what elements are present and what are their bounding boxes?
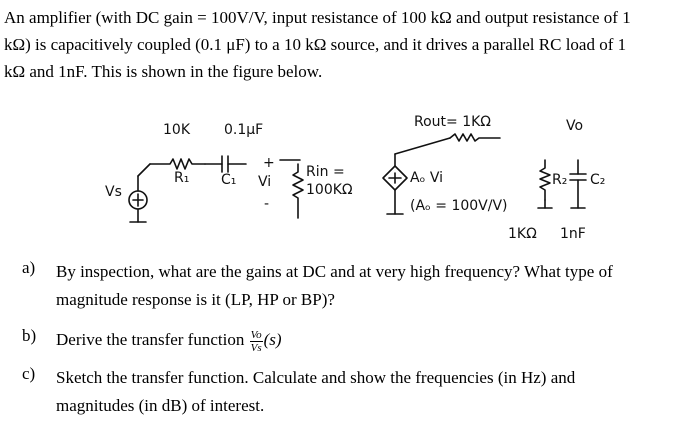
rin-label: Rin = [306, 164, 345, 180]
resistor-r1-symbol [150, 159, 205, 169]
rin-value-label: 100KΩ [306, 182, 353, 198]
r2-value-label: 1KΩ [508, 226, 537, 242]
resistor-rin-symbol [280, 160, 303, 218]
circuit-figure [0, 110, 700, 260]
intro-line-1: An amplifier (with DC gain = 100V/V, input resistance of 100 kΩ and output resistance of 1 [4, 8, 631, 27]
resistor-rout-symbol [450, 134, 500, 141]
fraction-numerator: Vo [250, 328, 262, 341]
question-c-text [56, 364, 686, 420]
c1-name-label: C₁ [221, 172, 237, 188]
vo-label: Vo [566, 118, 584, 134]
vi-label: Vi [258, 174, 272, 190]
question-b-text-after: (s) [263, 330, 282, 349]
resistor-r2-symbol [538, 160, 552, 208]
r1-value-label: 10K [163, 122, 190, 138]
vi-minus-label: - [264, 196, 270, 212]
question-b-text-before: Derive the transfer function [56, 330, 245, 349]
question-b-label: b) [22, 326, 37, 345]
question-c-line-2: magnitudes (in dB) of interest. [56, 396, 265, 415]
vi-plus-label: + [263, 155, 275, 171]
fraction-denominator: Vs [250, 341, 262, 354]
vs-label: Vs [105, 184, 122, 200]
question-a-line-2: magnitude response is it (LP, HP or BP)? [56, 290, 335, 309]
capacitor-c2-symbol [570, 160, 586, 208]
rout-label: Rout= 1KΩ [414, 114, 491, 130]
source-vs-symbol [129, 164, 150, 222]
question-a-line-1: By inspection, what are the gains at DC and at very high frequency? What type of [56, 262, 613, 281]
question-c-label: c) [22, 364, 36, 383]
question-c-line-1: Sketch the transfer function. Calculate and show the frequencies (in Hz) and [56, 368, 576, 387]
intro-line-3: kΩ and 1nF. This is shown in the figure below. [4, 62, 323, 81]
gain-value-label: (Aₒ = 100V/V) [410, 198, 508, 214]
question-a-label: a) [22, 258, 36, 277]
c2-value-label: 1nF [560, 226, 586, 242]
c1-value-label: 0.1μF [224, 122, 264, 138]
dependent-source-label: Aₒ Vi [410, 170, 443, 186]
capacitor-c1-symbol [205, 156, 246, 172]
transfer-function-fraction [250, 329, 263, 354]
question-a-text [56, 258, 686, 314]
r2-name-label: R₂ [552, 172, 568, 188]
r1-name-label: R₁ [174, 170, 190, 186]
intro-line-2: kΩ) is capacitively coupled (0.1 μF) to a 10 kΩ source, and it drives a parallel RC load of 1 [4, 35, 627, 54]
c2-name-label: C₂ [590, 172, 606, 188]
problem-statement [4, 4, 694, 85]
question-b-text [56, 326, 686, 354]
